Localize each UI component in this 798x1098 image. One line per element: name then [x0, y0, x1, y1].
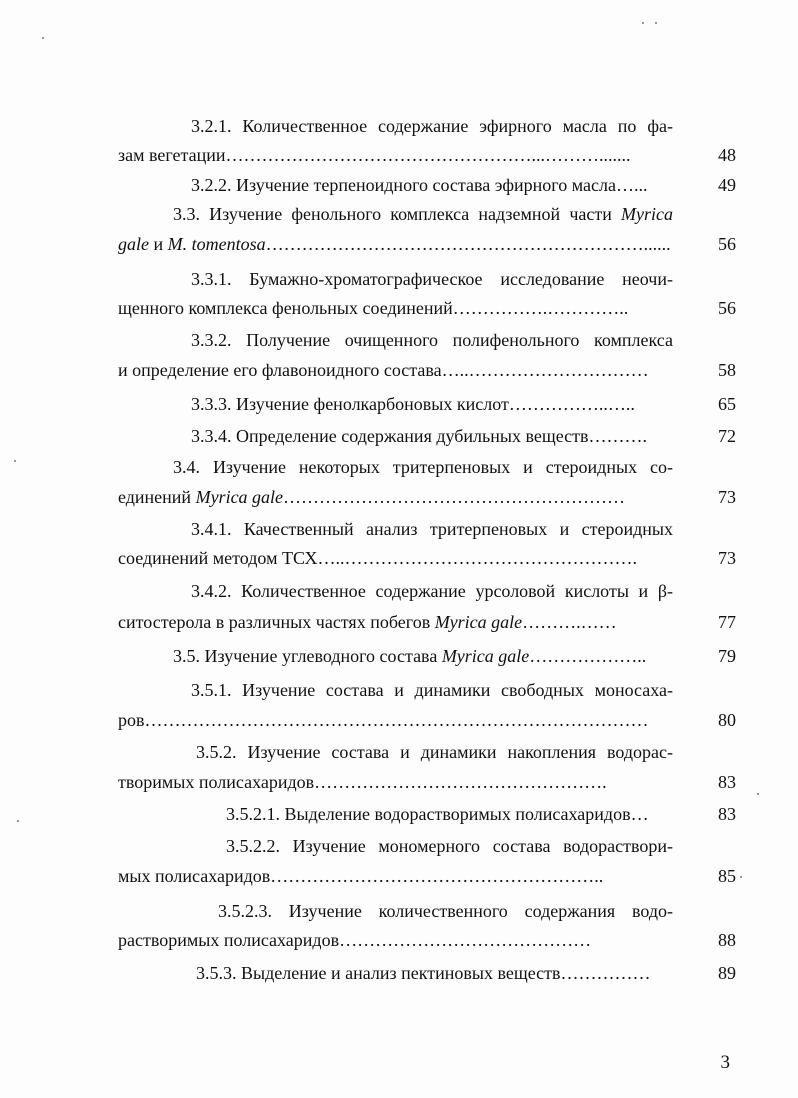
toc-entry-3-5-2-2-page: 85 — [718, 866, 736, 886]
toc-entry-3-3-4-title: 3.3.4. Определение содержания дубильных веществ………. — [191, 426, 648, 446]
toc-entry-3-5-2-page: 83 — [718, 772, 736, 792]
toc-entry-3-5-1-page: 80 — [718, 710, 736, 730]
toc-entry-3-4-page: 73 — [718, 487, 736, 507]
toc-entry-3-3-1-title-line1: 3.3.1. Бумажно-хроматографическое исследование неочи- — [191, 269, 673, 289]
scan-speck — [42, 37, 44, 39]
toc-entry-3-5-2-2-title-line2: мых полисахаридов……………………………………………….. — [118, 866, 604, 886]
toc-entry-3-4-title-line1: 3.4. Изучение некоторых тритерпеновых и стероидных со- — [173, 457, 673, 477]
toc-entry-3-3-3-page: 65 — [718, 394, 736, 414]
toc-entry-3-5-2-3-title-line2: растворимых полисахаридов…………………………………… — [118, 930, 592, 950]
scan-speck — [655, 22, 657, 24]
toc-entry-3-3-1-title-line2: щенного комплекса фенольных соединений…………….………….. — [118, 298, 629, 318]
toc-entry-3-5-2-title-line2: творимых полисахаридов…………………………………………. — [118, 772, 607, 792]
toc-entry-3-3-leader: ………………………………………………………...... — [265, 234, 671, 254]
toc-entry-3-4-2-title-line1: 3.4.2. Количественное содержание урсоловой кислоты и β- — [191, 581, 673, 601]
page-number: 3 — [720, 1052, 730, 1073]
toc-entry-3-3-page: 56 — [718, 234, 736, 254]
toc-entry-3-5-2-1-title: 3.5.2.1. Выделение водорастворимых полисахаридов… — [226, 804, 649, 824]
toc-entry-3-5-species: Myrica gale — [441, 646, 530, 666]
toc-entry-3-4-1-page: 73 — [718, 548, 736, 568]
toc-entry-3-3-genus: Myrica — [621, 204, 673, 224]
toc-entry-3-3-and: и — [149, 234, 168, 254]
toc-entry-3-3-title-line1 — [173, 199, 673, 230]
toc-entry-3-3-3-title: 3.3.3. Изучение фенолкарбоновых кислот……………..….. — [191, 394, 635, 414]
toc-entry-3-4-2-title-line2 — [118, 607, 673, 638]
toc-entry-3-5-2-title-line1: 3.5.2. Изучение состава и динамики накопления водорас- — [196, 742, 673, 762]
toc-entry-3-5-2-2-title-line1: 3.5.2.2. Изучение мономерного состава водораствори- — [226, 836, 673, 856]
scan-speck — [740, 876, 742, 878]
toc-entry-3-5-1-title-line2: ров………………………………………………………………………… — [118, 710, 649, 730]
toc-entry-3-4-species: Myrica gale — [195, 487, 284, 507]
toc-entry-3-3-species: gale — [118, 234, 149, 254]
toc-entry-3-2-2-page: 49 — [718, 175, 736, 195]
scan-speck — [642, 22, 644, 24]
scan-speck — [17, 820, 19, 822]
toc-entry-3-4-title-line2 — [118, 482, 673, 513]
toc-entry-3-5-1-title-line1: 3.5.1. Изучение состава и динамики свободных моносаха- — [191, 680, 673, 700]
toc-entry-3-5-2-3-title-line1: 3.5.2.3. Изучение количественного содержания водо- — [218, 901, 673, 921]
scan-speck — [14, 460, 16, 462]
toc-entry-3-4-2-text: ситостерола в различных частях побегов — [118, 612, 435, 632]
toc-entry-3-5-3-page: 89 — [718, 963, 736, 983]
toc-entry-3-4-2-page: 77 — [718, 612, 736, 632]
toc-entry-3-3-title-line2 — [118, 229, 673, 260]
toc-entry-3-4-2-leader: ……….…… — [522, 612, 617, 632]
toc-entry-3-3-1-page: 56 — [718, 298, 736, 318]
toc-entry-3-5-page: 79 — [718, 646, 736, 666]
toc-entry-3-3-text: 3.3. Изучение фенольного комплекса надземной части — [173, 204, 622, 224]
toc-entry-3-4-leader: ………………………………………………… — [283, 487, 626, 507]
toc-entry-3-5-text: 3.5. Изучение углеводного состава — [173, 646, 442, 666]
scan-speck — [757, 793, 759, 795]
toc-entry-3-5-2-3-page: 88 — [718, 930, 736, 950]
toc-entry-3-2-1-title-line1: 3.2.1. Количественное содержание эфирного масла по фа- — [191, 116, 673, 136]
toc-entry-3-2-1-page: 48 — [718, 145, 736, 165]
toc-entry-3-3-species-2: M. tomentosa — [167, 234, 266, 254]
toc-entry-3-5-3-title: 3.5.3. Выделение и анализ пектиновых веществ…………… — [196, 963, 651, 983]
toc-entry-3-5-title — [173, 641, 673, 672]
toc-entry-3-2-1-title-line2: зам вегетации……………………………………………...………....... — [118, 145, 631, 165]
toc-entry-3-3-4-page: 72 — [718, 426, 736, 446]
toc-entry-3-5-2-1-page: 83 — [718, 804, 736, 824]
toc-entry-3-4-text: единений — [118, 487, 196, 507]
toc-entry-3-3-2-page: 58 — [718, 360, 736, 380]
toc-entry-3-3-2-title-line1: 3.3.2. Получение очищенного полифенольного комплекса — [191, 330, 673, 350]
toc-entry-3-4-2-species: Myrica gale — [434, 612, 523, 632]
toc-entry-3-4-1-title-line2: соединений методом ТСХ…..…………………………………………. — [118, 548, 638, 568]
toc-entry-3-5-leader: ……………….. — [529, 646, 647, 666]
toc-entry-3-4-1-title-line1: 3.4.1. Качественный анализ тритерпеновых и стероидных — [191, 519, 673, 539]
toc-entry-3-3-2-title-line2: и определение его флавоноидного состава…..………………………… — [118, 360, 649, 380]
toc-entry-3-2-2-title: 3.2.2. Изучение терпеноидного состава эфирного масла…... — [191, 175, 648, 195]
